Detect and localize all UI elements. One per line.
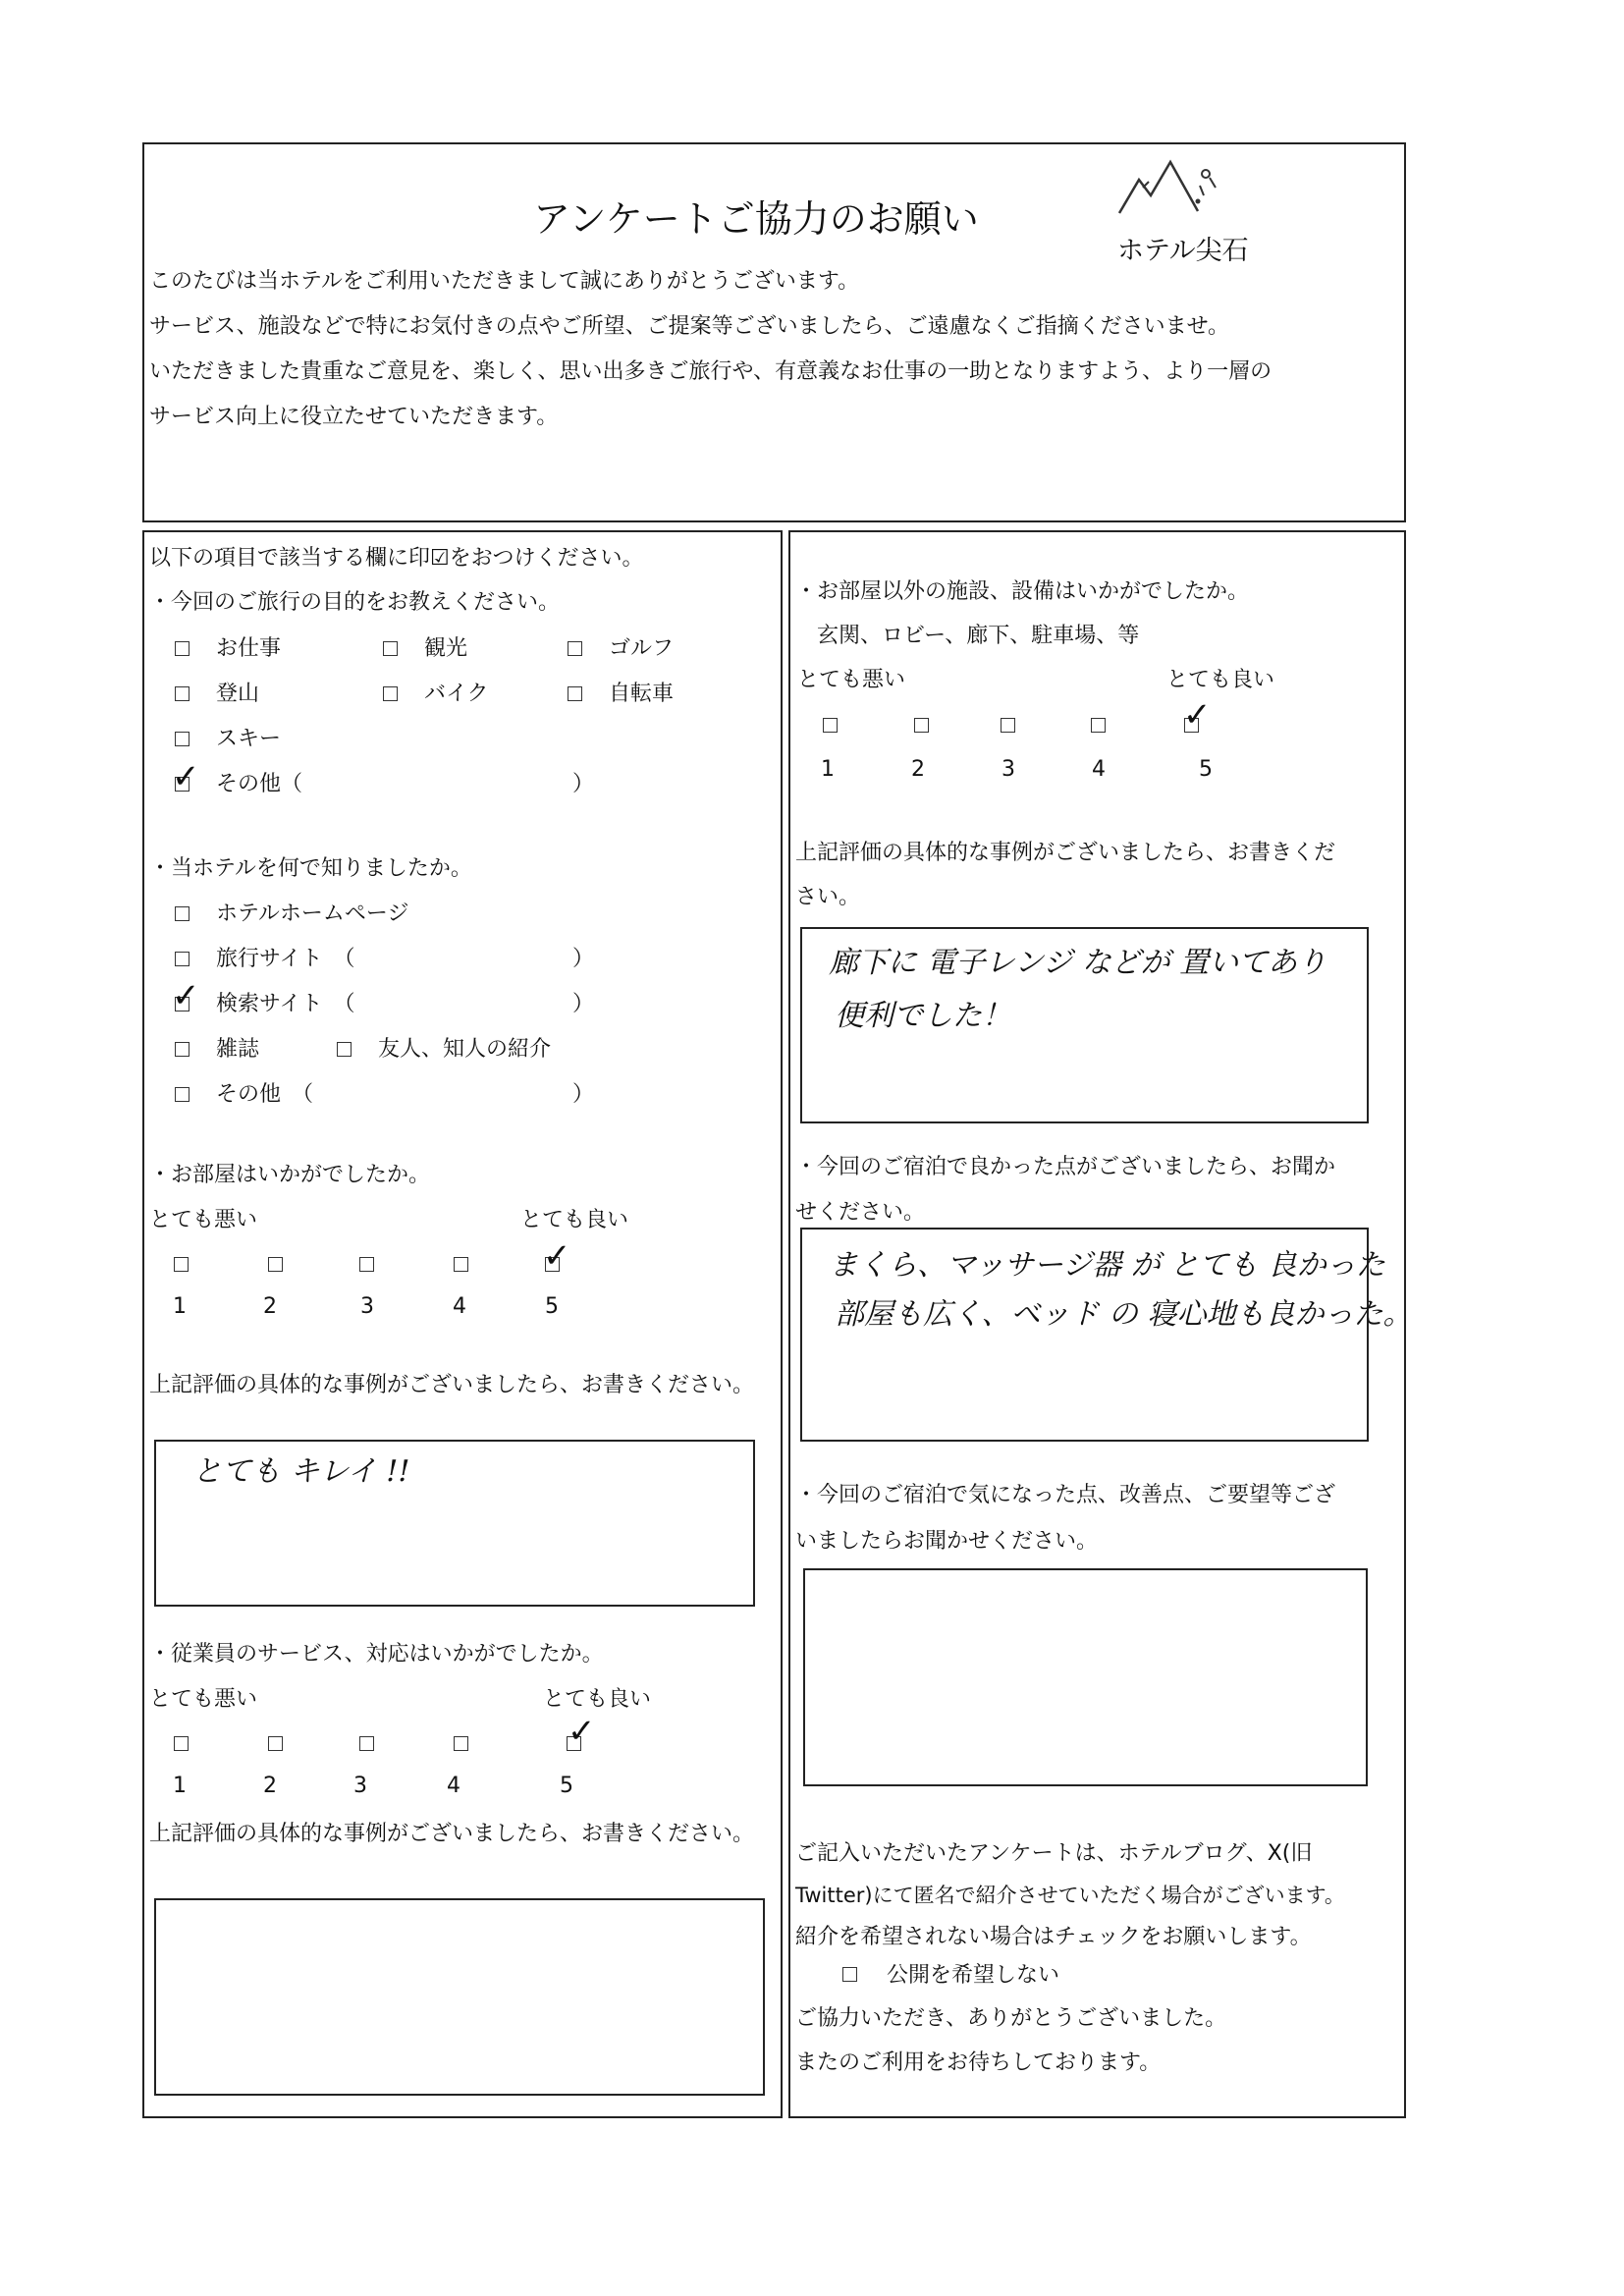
purpose-checkbox-motorbike[interactable] [383, 686, 398, 701]
facilities-answer-line-1: 廊下に 電子レンジ などが 置いてあり [829, 946, 1327, 980]
room-scale-4: 4 [453, 1294, 466, 1319]
left-column [142, 530, 783, 2118]
source-label-homepage: ホテルホームページ [216, 902, 409, 926]
source-label-other: その他 （ [216, 1082, 314, 1107]
mountain-logo-icon [1100, 152, 1276, 221]
room-answer-text: とても キレイ !! [192, 1454, 410, 1489]
source-other-close: ） [572, 1082, 595, 1107]
purpose-other-close: ） [572, 772, 595, 796]
purpose-checkbox-golf[interactable] [568, 641, 582, 656]
improvements-prompt-2: いましたらお聞かせください。 [795, 1529, 1099, 1554]
intro-line-1: このたびは当ホテルをご利用いただきまして誠にありがとうございます。 [149, 269, 860, 294]
staff-question: ・従業員のサービス、対応はいかがでしたか。 [149, 1642, 604, 1667]
room-scale-2: 2 [263, 1294, 277, 1319]
facilities-detail-prompt: 上記評価の具体的な事例がございましたら、お書きくだ [795, 841, 1336, 865]
check-mark-icon: ✓ [568, 1712, 596, 1751]
purpose-checkbox-climbing[interactable] [175, 686, 189, 701]
page-title: アンケートご協力のお願い [533, 197, 979, 241]
purpose-question: ・今回のご旅行の目的をお教えください。 [149, 590, 561, 615]
good-points-answer-line-2: 部屋も広く、ベッド の 寝心地も良かった。 [835, 1297, 1413, 1332]
source-label-search-site: 検索サイト （ [216, 992, 355, 1016]
room-scale-5: 5 [545, 1294, 559, 1319]
good-points-prompt-2: せください。 [795, 1200, 926, 1225]
source-label-magazine: 雑誌 [216, 1037, 260, 1062]
improvements-prompt: ・今回のご宿泊で気になった点、改善点、ご要望等ござ [795, 1483, 1336, 1507]
room-detail-prompt: 上記評価の具体的な事例がございましたら、お書きください。 [149, 1373, 755, 1397]
intro-line-3: いただきました貴重なご意見を、楽しく、思い出多きご旅行や、有意義なお仕事の一助となりますよう、より一層の [149, 359, 1272, 384]
room-high-label: とても良い [520, 1208, 629, 1232]
opt-out-label: 公開を希望しない [887, 1963, 1060, 1988]
source-travel-close: ） [572, 947, 595, 971]
source-checkbox-other[interactable] [175, 1087, 189, 1102]
good-points-prompt: ・今回のご宿泊で良かった点がございましたら、お聞か [795, 1155, 1336, 1179]
facilities-scale-5: 5 [1199, 757, 1213, 782]
intro-line-2: サービス、施設などで特にお気付きの点やご所望、ご提案等ございましたら、ご遠慮なくご指摘くださいませ。 [149, 314, 1230, 339]
source-checkbox-homepage[interactable] [175, 906, 189, 921]
room-rating-2[interactable] [268, 1257, 283, 1272]
purpose-label-climbing: 登山 [216, 682, 260, 706]
room-rating-4[interactable] [454, 1257, 468, 1272]
source-label-friend: 友人、知人の紹介 [378, 1037, 552, 1062]
purpose-label-motorbike: バイク [424, 682, 489, 706]
purpose-label-sightseeing: 観光 [424, 636, 468, 661]
facilities-rating-4[interactable] [1091, 718, 1106, 733]
purpose-label-bicycle: 自転車 [609, 682, 675, 706]
room-scale-1: 1 [173, 1294, 187, 1319]
thanks-line-2: またのご利用をお待ちしております。 [795, 2050, 1162, 2075]
source-checkbox-magazine[interactable] [175, 1042, 189, 1057]
check-mark-icon: ✓ [1183, 695, 1212, 735]
purpose-checkbox-sightseeing[interactable] [383, 641, 398, 656]
staff-high-label: とても良い [543, 1687, 652, 1712]
facilities-scale-1: 1 [821, 757, 835, 782]
facilities-scale-2: 2 [911, 757, 925, 782]
intro-line-4: サービス向上に役立たせていただきます。 [149, 405, 559, 429]
staff-rating-4[interactable] [454, 1736, 468, 1751]
room-low-label: とても悪い [149, 1208, 258, 1232]
facilities-detail-prompt-2: さい。 [795, 885, 861, 909]
notice-line-2: Twitter)にて匿名で紹介させていただく場合がございます。 [795, 1884, 1345, 1907]
purpose-label-ski: スキー [216, 727, 282, 751]
staff-low-label: とても悪い [149, 1687, 258, 1712]
facilities-low-label: とても悪い [797, 668, 906, 692]
purpose-label-golf: ゴルフ [609, 636, 675, 661]
facilities-examples: 玄関、ロビー、廊下、駐車場、等 [817, 624, 1140, 648]
room-question: ・お部屋はいかがでしたか。 [149, 1163, 431, 1187]
staff-rating-3[interactable] [359, 1736, 374, 1751]
source-label-travel-site: 旅行サイト （ [216, 947, 355, 971]
staff-scale-2: 2 [263, 1774, 277, 1798]
purpose-label-other: その他（ [216, 772, 303, 796]
hotel-name: ホテル尖石 [1117, 236, 1249, 266]
staff-scale-1: 1 [173, 1774, 187, 1798]
good-points-answer-line-1: まくら、マッサージ器 が とても 良かった [829, 1248, 1385, 1283]
thanks-line-1: ご協力いただき、ありがとうございました。 [795, 2006, 1227, 2031]
facilities-question: ・お部屋以外の施設、設備はいかがでしたか。 [795, 579, 1250, 604]
facilities-answer-line-2: 便利でした！ [835, 999, 1011, 1033]
source-search-close: ） [572, 992, 595, 1016]
facilities-scale-4: 4 [1092, 757, 1106, 782]
source-question: ・当ホテルを何で知りましたか。 [149, 856, 472, 881]
source-checkbox-travel-site[interactable] [175, 952, 189, 966]
source-checkbox-friend[interactable] [337, 1042, 352, 1057]
staff-answer-box[interactable] [154, 1898, 765, 2096]
staff-scale-3: 3 [353, 1774, 367, 1798]
purpose-label-work: お仕事 [216, 636, 282, 661]
check-mark-icon: ✓ [543, 1236, 571, 1276]
staff-rating-2[interactable] [268, 1736, 283, 1751]
staff-scale-5: 5 [560, 1774, 573, 1798]
staff-scale-4: 4 [447, 1774, 460, 1798]
hotel-logo [1100, 152, 1276, 270]
check-mark-icon: ✓ [172, 976, 200, 1015]
facilities-rating-2[interactable] [914, 718, 929, 733]
staff-detail-prompt: 上記評価の具体的な事例がございましたら、お書きください。 [149, 1822, 755, 1846]
improvements-answer-box[interactable] [803, 1568, 1368, 1786]
room-rating-1[interactable] [174, 1257, 189, 1272]
room-rating-3[interactable] [359, 1257, 374, 1272]
opt-out-checkbox[interactable] [842, 1967, 857, 1982]
check-mark-icon: ✓ [172, 757, 200, 796]
purpose-checkbox-work[interactable] [175, 641, 189, 656]
purpose-checkbox-ski[interactable] [175, 732, 189, 746]
facilities-rating-3[interactable] [1001, 718, 1015, 733]
facilities-scale-3: 3 [1001, 757, 1015, 782]
facilities-high-label: とても良い [1166, 668, 1275, 692]
instruction-text: 以下の項目で該当する欄に印☑をおつけください。 [149, 546, 644, 571]
notice-line-3: 紹介を希望されない場合はチェックをお願いします。 [795, 1925, 1312, 1949]
facilities-rating-1[interactable] [823, 718, 838, 733]
staff-rating-1[interactable] [174, 1736, 189, 1751]
notice-line-1: ご記入いただいたアンケートは、ホテルブログ、X(旧 [795, 1841, 1313, 1866]
purpose-checkbox-bicycle[interactable] [568, 686, 582, 701]
room-scale-3: 3 [360, 1294, 374, 1319]
